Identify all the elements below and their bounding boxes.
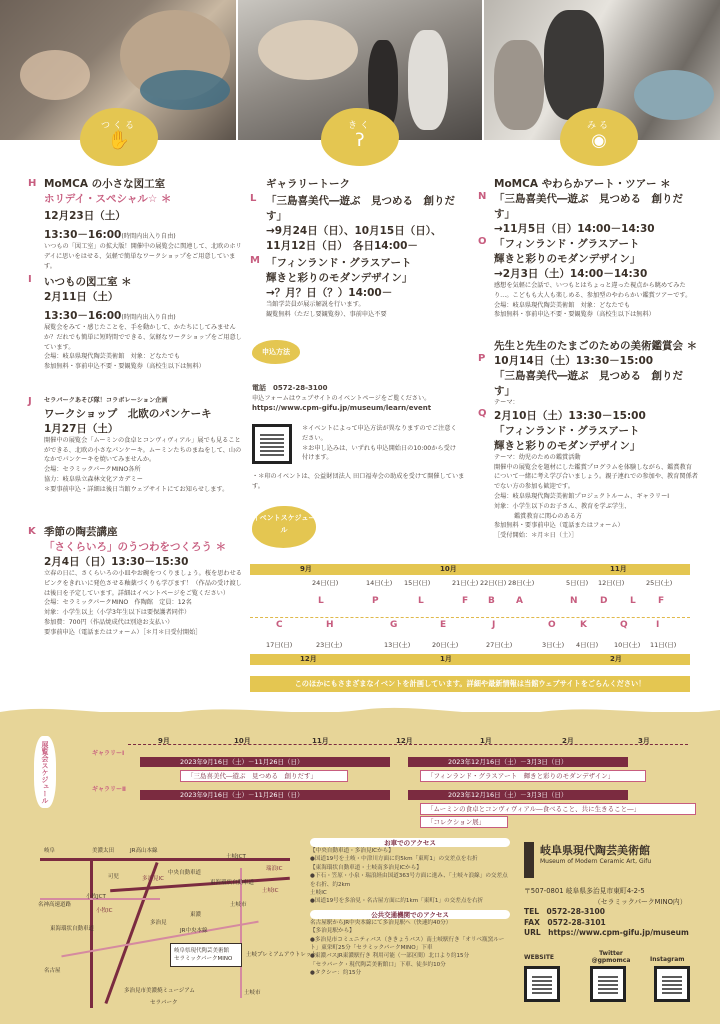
event-schedule-badge: イベントスケジュール	[252, 506, 316, 548]
museum-info: 岐阜県現代陶芸美術館 Museum of Modern Ceramic Art, Gifu	[540, 844, 652, 865]
exhibition-axis	[128, 744, 688, 745]
exhibition-schedule-badge: 展覧会スケジュール	[34, 736, 56, 808]
timeline-date-bottom: 3日(土)	[542, 641, 565, 649]
timeline-date-top: 28日(土)	[508, 579, 535, 587]
exhibition-month-label: 9月	[158, 737, 170, 745]
ear-icon: ʔ	[355, 130, 365, 151]
exhibition-month-label: 3月	[638, 737, 650, 745]
twitter-qr-code[interactable]	[590, 966, 626, 1002]
event-h: H MoMCA の小さな図工室 ホリデイ・スペシャル☆ ＊ 12月23日（土） 13:30－16:00(時間内出入り自由) いつもの「図工室」の拡大版！開催中の展覧会に関連して、北欧のホリデイに思いをはせる、気軽で簡単なワークショップをご用意しています。	[28, 178, 242, 270]
timeline-event-letter-top: A	[516, 596, 523, 606]
exhibition-month-label: 10月	[234, 737, 251, 745]
timeline-event-letter-bottom: E	[440, 620, 447, 630]
eye-icon: ◉	[591, 130, 607, 151]
apply-notes: ＊イベントによって申込方法が異なりますのでご注意ください。 ＊お申し込みは、いずれも申込開始日の10:00から受け付けます。	[302, 425, 457, 462]
timeline-event-letter-bottom: H	[326, 620, 334, 630]
apply-method-badge: 申込方法	[252, 340, 300, 364]
event-k: K 季節の陶芸講座 「さくらいろ」のうつわをつくろう ＊ 2月4日（日）13:30－15:30 立春の日に、さくらいろの小皿やお碗をつくりましょう。桜を思わせるピンクをきれいに発色させる釉薬づくりも学びます！（作品の受け渡しは後日を予定しています。詳細はイベントページをご覧ください） 会場：セラミックパークMINO 作陶館 定員：12名 対象：小学生以上（小学3年生以下は要保護者同伴） 参加費：700円（作品焼成代は別途お支払い） 要事前申込（電話またはフォーム）［＊月＊日受付開始］	[28, 526, 242, 636]
hand-icon: ✋	[107, 130, 131, 151]
timeline-date-bottom: 23日(土)	[316, 641, 343, 649]
event-i: I いつもの図工室 ＊ 2月11日（土） 13:30－16:00(時間内出入り自由) 展覧会をみて・感じたことを、手を動かして、かたちにしてみませんか？だれでも簡単に短時間でできる、気軽なワークショップをご用意しています。 会場：岐阜県現代陶芸美術館 対象：どなたでも 参加無料・事前申込不要・要観覧券（高校生以下は無料）	[28, 274, 242, 371]
twitter-label: Twitter @gpmomca	[591, 950, 631, 964]
timeline-month-top: 11月	[610, 565, 627, 573]
exhibition-1-dates: 2023年9月16日（土）－11月26日（日）	[140, 757, 390, 767]
website-label: WEBSITE	[524, 954, 555, 961]
timeline-event-letter-top: L	[418, 596, 424, 606]
timeline-month-bottom: 12月	[300, 655, 317, 663]
exhibition-month-label: 11月	[312, 737, 329, 745]
exhibition-month-label: 2月	[562, 737, 574, 745]
timeline-month-bottom: 2月	[610, 655, 622, 663]
timeline-date-bottom: 13日(土)	[384, 641, 411, 649]
timeline-event-letter-top: F	[658, 596, 665, 606]
timeline-month-bottom: 1月	[440, 655, 452, 663]
category-kiku: きく ʔ	[321, 108, 399, 166]
timeline-date-top: 12日(日)	[598, 579, 625, 587]
timeline-date-top: 25日(土)	[646, 579, 673, 587]
gallery-1-label: ギャラリーⅠ	[92, 750, 125, 757]
timeline-month-top: 10月	[440, 565, 457, 573]
timeline-event-letter-top: L	[630, 596, 636, 606]
timeline-event-letter-bottom: G	[390, 620, 398, 630]
instagram-qr-code[interactable]	[654, 966, 690, 1002]
timeline-date-top: 5日(日)	[566, 579, 589, 587]
more-events-banner: このほかにもさまざまなイベントを計画しています。詳細や最新情報は当館ウェブサイトをごらんください！	[250, 676, 690, 692]
timeline-event-letter-bottom: K	[580, 620, 587, 630]
exhibition-3-dates: 2023年9月16日（土）－11月26日（日）	[140, 790, 390, 800]
museum-contact: 〒507-0801 岐阜県多治見市東町4-2-5 （セラミックパークMINO内） TEL 0572-28-3100 FAX 0572-28-3101 URL https://www.cpm-gifu.jp/museum	[524, 887, 689, 937]
access-info: お車でのアクセス 【中央自動車道・多治見ICから】 ●国道19号を土岐・中津川方面に約5km「東町1」の交差点を右折 【東海環状自動車道・土岐南多治見ICから】 ●下石・笠原・小泉・瑞浪経由国道363号方面に進み、「土岐々浪線」の交差点を右折、約2km 土岐IC ●国道19号を多治見・名古屋方面に約1km「東町1」の交差点を右折 公共交通機関でのアクセス 名古屋駅からJR中央本線にて多治見駅へ（快速約40分） 【多治見駅から】 ●多治見市コミュニティバス（ききょうバス）南土岐駅行き「オリベ瓶窯ルート」東栄町25分「セラミックパークMINO」下車 ●東濃バスJR東濃駅行き 利用可能（一部区間）北口より約15分 「セラパーク・現代陶芸美術館口」下車、徒歩約10分 ●タクシー：約15分	[310, 838, 510, 978]
timeline-date-bottom: 27日(土)	[486, 641, 513, 649]
exhibition-month-label: 12月	[396, 737, 413, 745]
event-j: J セラパークあそび隊！コラボレーション企画 ワークショップ 北欧のパンケーキ 1月27日（土） 開催中の展覧会「ムーミンの食卓とコンヴィヴィアル」展でも見ることができる、北欧の小さなパンケーキ。ムーミンたちのまねをして、山のなかでパンケーキを焼いてみませんか。 会場：セラミックパークMINO各所 協力：岐阜県立森林文化アカデミー ＊要事前申込・詳細は後日当館ウェブサイトにてお知らせします。	[28, 396, 242, 493]
timeline-event-letter-bottom: C	[276, 620, 283, 630]
timeline-event-letter-bottom: Q	[620, 620, 628, 630]
timeline-date-bottom: 20日(土)	[432, 641, 459, 649]
exhibition-1-title: 「三島喜美代―遊ぶ 見つめる 創りだす」	[180, 770, 348, 782]
art-tour: MoMCA やわらかアート・ツアー ＊ N 「三島喜美代―遊ぶ 見つめる 創りだす」 →11月5日（日）14:00－14:30 O 「フィンランド・グラスアート 輝きと彩りのモダンデザイン」 →2月3日（土）14:00－14:30 感想を気軽に会話で、いつもとはちょっと違った視点から眺めてみたり…。こどもも大人も楽しめる、参加型のやわらかい鑑賞ツアーです。 会場：岐阜県現代陶芸美術館 対象：どなたでも 参加無料・事前申込不要・要観覧券（高校生以下は無料）	[478, 178, 692, 319]
timeline-date-bottom: 11日(日)	[650, 641, 677, 649]
access-map: 岐阜 美濃太田 JR高山本線 可児 多治見IC 土岐JCT 瑞浪IC 小牧JCT 中央自動車道 東海環状自動車道 名神高速道路 小牧IC 土岐IC 多治見 土岐市 名古屋 JR中央本線 岐阜県現代陶芸美術館 セラミックパークMINO 土岐プレミアムアウトレット 東海環状自動車道 多治見市美濃焼ミュージアム セラパーク 土岐市 東濃	[38, 848, 317, 1006]
timeline-month-top: 9月	[300, 565, 312, 573]
exhibition-4-title: 「ムーミンの食卓とコンヴィヴィアル―食べること、共に生きること―」	[420, 803, 696, 815]
timeline-date-top: 15日(日)	[404, 579, 431, 587]
exhibition-2-dates: 2023年12月16日（土）－3月3日（日）	[408, 757, 628, 767]
timeline-event-letter-bottom: J	[492, 620, 496, 630]
exhibition-2-title: 「フィンランド・グラスアート 輝きと彩りのモダンデザイン」	[420, 770, 646, 782]
apply-info: 電話 0572-28-3100 申込フォームはウェブサイトのイベントページをご覧ください。 https://www.cpm-gifu.jp/museum/learn/event	[252, 384, 432, 412]
timeline-date-top: 14日(土)	[366, 579, 393, 587]
timeline-axis	[250, 617, 690, 618]
category-miru: みる ◉	[560, 108, 638, 166]
timeline-date-bottom: 4日(日)	[576, 641, 599, 649]
gallery-2-label: ギャラリーⅡ	[92, 786, 126, 793]
exhibition-4-dates: 2023年12月16日（土）－3月3日（日）	[408, 790, 628, 800]
museum-logo-mark	[524, 842, 534, 878]
timeline-event-letter-top: P	[372, 596, 379, 606]
timeline-event-letter-top: N	[570, 596, 578, 606]
gallery-talk: ギャラリートーク L 「三島喜美代―遊ぶ 見つめる 創りだす」 →9月24日（日）、10月15日（日）、 11月12日（日） 各日14:00－ M 「フィンランド・グラスアート 輝きと彩りのモダンデザイン」 →？月？日（？）14:00－ 当館学芸員が展示解説を行います。 観覧無料（ただし要観覧券）、事前申込不要	[250, 178, 455, 318]
apply-qr-code[interactable]	[252, 424, 292, 464]
exhibition-3-title: 「コレクション展」	[420, 816, 508, 828]
instagram-label: Instagram	[650, 956, 685, 963]
timeline-event-letter-top: B	[488, 596, 495, 606]
timeline-date-bottom: 10日(土)	[614, 641, 641, 649]
teacher-program: 先生と先生のたまごのための美術鑑賞会 ＊ P 10月14日（土）13:30－15:00 「三島喜美代―遊ぶ 見つめる 創りだす」 テーマ： Q 2月10日（土）13:30－15:00 「フィンランド・グラスアート 輝きと彩りのモダンデザイン」 テーマ：幼児のための鑑賞活動 開催中の展覧会を題材にした鑑賞プログラムを体験しながら、鑑賞教育について一緒に考え学び合いましょう。親子連れでの参加や、教育関係者でない方の参加も歓迎です。 会場：岐阜県現代陶芸美術館プロジェクトルーム、ギャラリーⅠ 対象：小学生以下のお子さん、教育を学ぶ学生、 鑑賞教育に関心のある方 参加無料・要事前申込（電話またはフォーム） ［受付開始：＊月＊日（土）］	[478, 340, 698, 540]
grant-note: ・＊印のイベントは、公益財団法人 田口福寿会の助成を受けて開催しています。	[252, 473, 465, 490]
timeline-event-letter-top: D	[600, 596, 608, 606]
timeline-date-bottom: 17日(日)	[266, 641, 293, 649]
timeline-date-top: 24日(日)	[312, 579, 339, 587]
exhibition-month-label: 1月	[480, 737, 492, 745]
timeline-event-letter-bottom: O	[548, 620, 556, 630]
timeline-date-top: 21日(土)	[452, 579, 479, 587]
website-qr-code[interactable]	[524, 966, 560, 1002]
timeline-event-letter-top: L	[318, 596, 324, 606]
timeline-event-letter-bottom: I	[656, 620, 660, 630]
timeline-date-top: 22日(日)	[480, 579, 507, 587]
timeline-event-letter-top: F	[462, 596, 469, 606]
category-tsukuru: つくる ✋	[80, 108, 158, 166]
